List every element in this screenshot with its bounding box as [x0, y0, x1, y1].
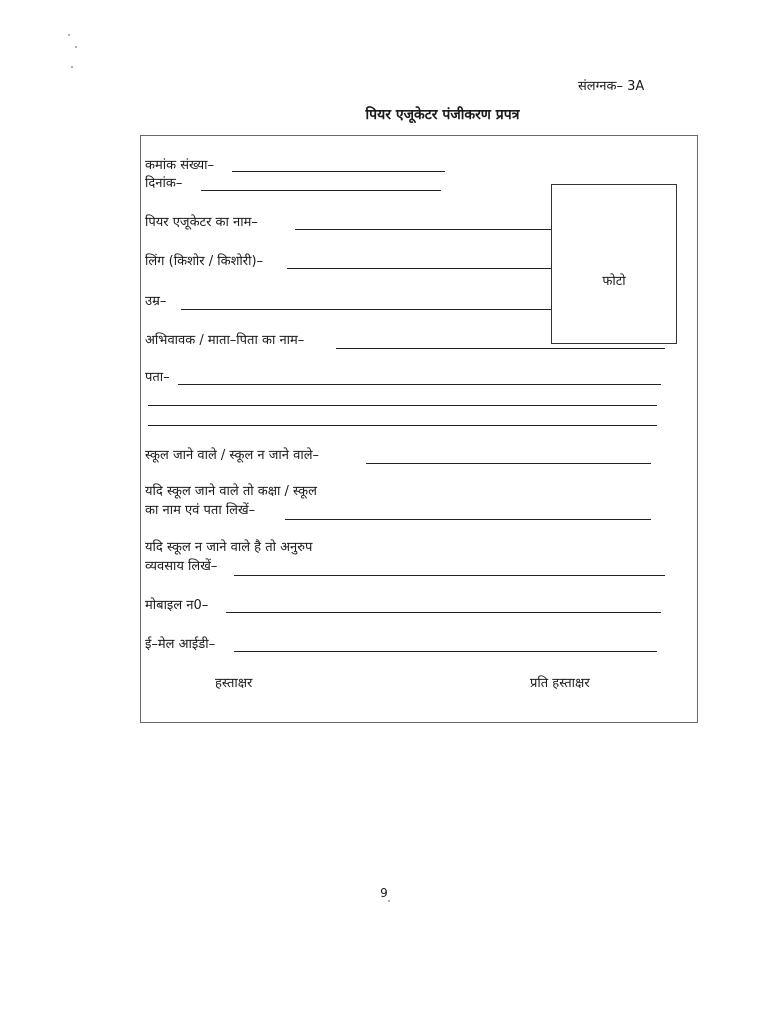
- age-label: उम्र–: [145, 294, 167, 309]
- mobile-label: मोबाइल न0–: [145, 598, 209, 613]
- guardian-name-field[interactable]: [336, 348, 665, 349]
- occupation-label-line2: व्यवसाय लिखें–: [145, 559, 218, 574]
- annexure-label: संलग्नक– 3A: [578, 79, 645, 94]
- guardian-name-label: अभिवावक / माता–पिता का नाम–: [145, 333, 305, 348]
- peer-educator-name-label: पियर एजूकेटर का नाम–: [145, 215, 258, 230]
- scan-speck: [75, 46, 77, 48]
- school-details-label-line1: यदि स्कूल जाने वाले तो कक्षा / स्कूल: [145, 484, 317, 499]
- school-details-label-line2: का नाम एवं पता लिखें–: [145, 503, 256, 518]
- occupation-field[interactable]: [234, 575, 665, 576]
- occupation-label-line1: यदि स्कूल न जाने वाले है तो अनुरुप: [145, 540, 313, 555]
- date-field[interactable]: [201, 190, 441, 191]
- age-field[interactable]: [181, 309, 551, 310]
- school-status-field[interactable]: [366, 463, 651, 464]
- peer-educator-name-field[interactable]: [295, 229, 551, 230]
- address-field-line3[interactable]: [148, 425, 657, 426]
- gender-label: लिंग (किशोर / किशोरी)–: [145, 254, 264, 269]
- serial-number-field[interactable]: [232, 171, 445, 172]
- photo-box[interactable]: [551, 184, 677, 344]
- page-number: 9: [380, 886, 388, 900]
- email-label: ई–मेल आईडी–: [145, 637, 216, 652]
- school-details-field[interactable]: [285, 519, 651, 520]
- school-status-label: स्कूल जाने वाले / स्कूल न जाने वाले–: [145, 448, 320, 463]
- address-label: पता–: [145, 370, 170, 385]
- scan-speck: [71, 66, 73, 68]
- signature-label: हस्ताक्षर: [215, 676, 253, 691]
- gender-field[interactable]: [287, 268, 551, 269]
- serial-number-label: कमांक संख्या–: [145, 158, 215, 173]
- mobile-field[interactable]: [226, 612, 661, 613]
- counter-signature-label: प्रति हस्ताक्षर: [530, 676, 590, 691]
- scan-speck: [68, 34, 70, 36]
- address-field-line1[interactable]: [178, 384, 661, 385]
- address-field-line2[interactable]: [148, 405, 657, 406]
- scan-speck: [388, 900, 390, 902]
- date-label: दिनांक–: [145, 176, 183, 191]
- email-field[interactable]: [234, 651, 657, 652]
- form-title: पियर एजूकेटर पंजीकरण प्रपत्र: [365, 107, 520, 123]
- photo-label: फोटो: [602, 274, 626, 289]
